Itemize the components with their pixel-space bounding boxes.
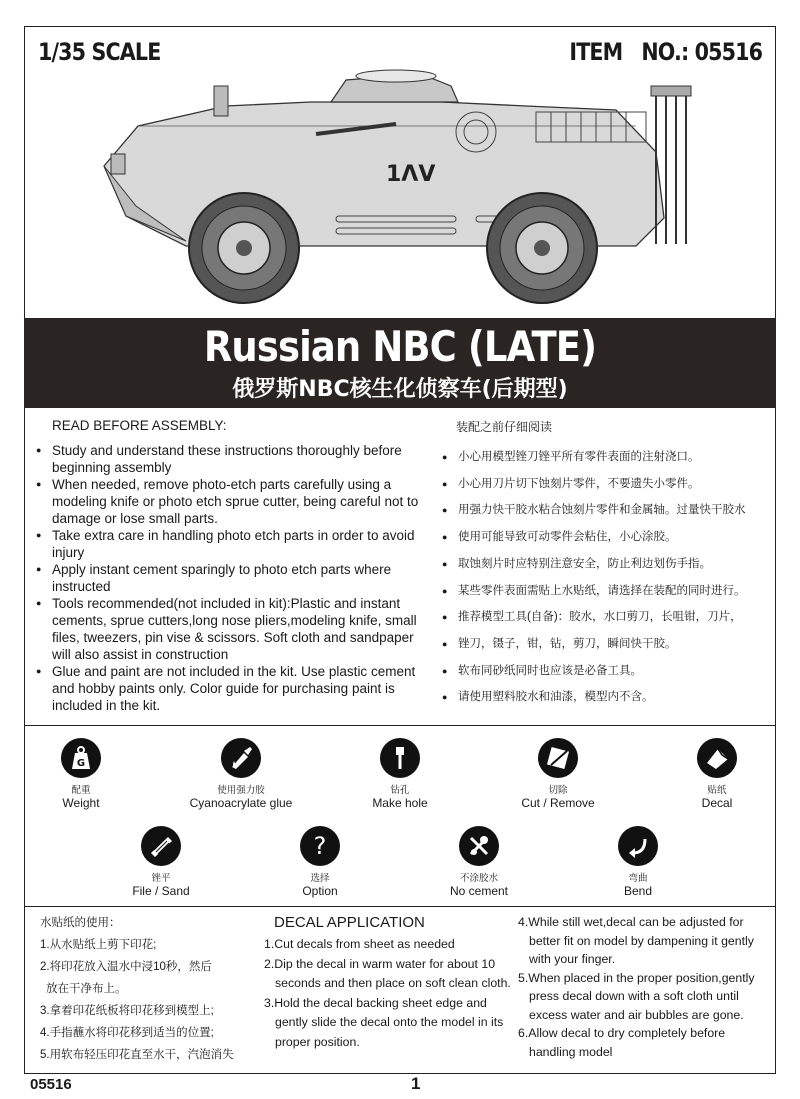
weight-glyph: G: [76, 758, 86, 769]
legend-cn: 锉平: [151, 873, 171, 884]
legend-option: [255, 826, 385, 898]
list-item: ● 小心用模型锉刀锉平所有零件表面的注射浇口。: [442, 444, 772, 471]
list-item: ● Tools recommended(not included in kit):Plastic and instant cements, sprue cutters,long nose pliers,modeling knife, small files, tweezers, pin vise & scissors. Soft cloth and sandpaper will also assist in construction: [36, 595, 434, 663]
legend-en: Option: [302, 884, 338, 898]
list-item: 1.Cut decals from sheet as needed: [264, 937, 455, 951]
page-number: 1: [411, 1074, 421, 1093]
list-item: 5.When placed in the proper position,gently press decal down with a soft cloth until excess water and air bubbles are gone.: [518, 970, 755, 1022]
bend-icon: [618, 826, 658, 866]
list-item: 3.拿着印花纸板将印花移到模型上;: [40, 1005, 214, 1017]
list-item: ● 请使用塑料胶水和油漆，模型内不含。: [442, 684, 772, 711]
instructions-en-list: [36, 442, 434, 714]
legend-decal: [652, 738, 782, 810]
list-item: ● Apply instant cement sparingly to photo etch parts where instructed: [36, 561, 434, 595]
list-item: ● 某些零件表面需贴上水贴纸，请选择在装配的同时进行。: [442, 578, 772, 605]
legend-no-cement: [414, 826, 544, 898]
legend-bend: [573, 826, 703, 898]
list-item: 4.While still wet,decal can be adjusted for better fit on model by dampening it gently with your finger.: [518, 915, 754, 966]
instructions-cn-list: [442, 444, 772, 711]
decal-en-list-mid: [264, 935, 520, 1052]
list-item: ● Glue and paint are not included in the kit. Use plastic cement and hobby paints only. Color guide for purchasing paint is included in the kit.: [36, 663, 434, 714]
legend-en: No cement: [449, 884, 509, 898]
list-item: 放在干净布上。: [46, 983, 127, 995]
legend-en: Cyanoacrylate glue: [189, 796, 293, 810]
list-item: 2.将印花放入温水中浸10秒，然后: [40, 961, 212, 973]
legend-cut: [493, 738, 623, 810]
list-item: ● Study and understand these instructions thoroughly before beginning assembly: [36, 442, 434, 476]
file-icon: [141, 826, 181, 866]
title-banner: [24, 318, 776, 408]
list-item: 2.Dip the decal in warm water for about 10 seconds and then place on soft clean cloth.: [264, 956, 511, 990]
list-item: 4.手指蘸水将印花移到适当的位置;: [40, 1027, 214, 1039]
glue-icon: [221, 738, 261, 778]
legend-glue: [176, 738, 306, 810]
title-chinese: 俄罗斯NBC核生化侦察车(后期型): [232, 377, 568, 402]
decal-cn-title: 水贴纸的使用：: [40, 917, 121, 929]
scale-label: 1/35 SCALE: [38, 38, 161, 66]
list-item: ● When needed, remove photo-etch parts carefully using a modeling knife or photo etch sprue cutter, being careful not to damage or lose small parts.: [36, 476, 434, 527]
legend-drill: [335, 738, 465, 810]
list-item: ● 使用可能导致可动零件会粘住，小心涂胶。: [442, 524, 772, 551]
decal-en-title: DECAL APPLICATION: [274, 914, 425, 931]
legend-cn: 使用强力胶: [217, 785, 265, 796]
vehicle-marking: 1ΛV: [386, 162, 436, 187]
list-item: 3.Hold the decal backing sheet edge and gently slide the decal onto the model in its proper position.: [264, 995, 504, 1049]
title-english: Russian NBC (LATE): [203, 322, 597, 371]
option-glyph: ?: [313, 832, 327, 860]
legend-en: Cut / Remove: [521, 796, 595, 810]
decal-icon: [697, 738, 737, 778]
legend-en: File / Sand: [132, 884, 190, 898]
legend-en: Decal: [701, 796, 733, 810]
instructions-en-title: READ BEFORE ASSEMBLY:: [52, 418, 227, 433]
legend-cn: 配重: [71, 785, 91, 796]
legend-en: Make hole: [372, 796, 428, 810]
legend-cn: 切除: [548, 785, 568, 796]
legend-cn: 不涂胶水: [459, 873, 498, 884]
list-item: ● 锉刀，镊子，钳，钻，剪刀，瞬间快干胶。: [442, 631, 772, 658]
weight-icon: [61, 738, 101, 778]
list-item: 6.Allow decal to dry completely before handling model: [518, 1026, 726, 1059]
legend-en: Bend: [623, 884, 653, 898]
section-divider: [24, 906, 776, 907]
drill-icon: [380, 738, 420, 778]
legend-cn: 选择: [310, 873, 330, 884]
legend-file: [96, 826, 226, 898]
no-cement-icon: [459, 826, 499, 866]
list-item: ● Take extra care in handling photo etch parts in order to avoid injury: [36, 527, 434, 561]
list-item: 5.用软布轻压印花直至水干，汽泡消失: [40, 1049, 234, 1061]
list-item: ● 软布同砂纸同时也应该是必备工具。: [442, 658, 772, 685]
footer-item-number: 05516: [30, 1076, 72, 1093]
decal-cn-list: [40, 912, 265, 1066]
list-item: ● 小心用刀片切下蚀刻片零件，不要遗失小零件。: [442, 471, 772, 498]
list-item: ● 推荐模型工具(自备)：胶水，水口剪刀，长咀钳，刀片，: [442, 604, 772, 631]
legend-cn: 贴纸: [707, 785, 727, 796]
instructions-cn-title: 装配之前仔细阅读: [456, 420, 553, 434]
legend-weight: [16, 738, 146, 810]
list-item: 1.从水贴纸上剪下印花;: [40, 939, 157, 951]
list-item: ● 取蚀刻片时应特别注意安全，防止利边划伤手指。: [442, 551, 772, 578]
legend-cn: 弯曲: [628, 873, 648, 884]
option-icon: [300, 826, 340, 866]
item-number: ITEM NO.: 05516: [569, 38, 762, 66]
legend-cn: 钻孔: [390, 785, 410, 796]
legend-en: Weight: [62, 796, 100, 810]
decal-en-list-right: [518, 913, 768, 1061]
list-item: ● 用强力快干胶水粘合蚀刻片零件和金属轴。过量快干胶水: [442, 497, 772, 524]
cut-icon: [538, 738, 578, 778]
vehicle-illustration: [96, 66, 706, 316]
section-divider: [24, 725, 776, 726]
